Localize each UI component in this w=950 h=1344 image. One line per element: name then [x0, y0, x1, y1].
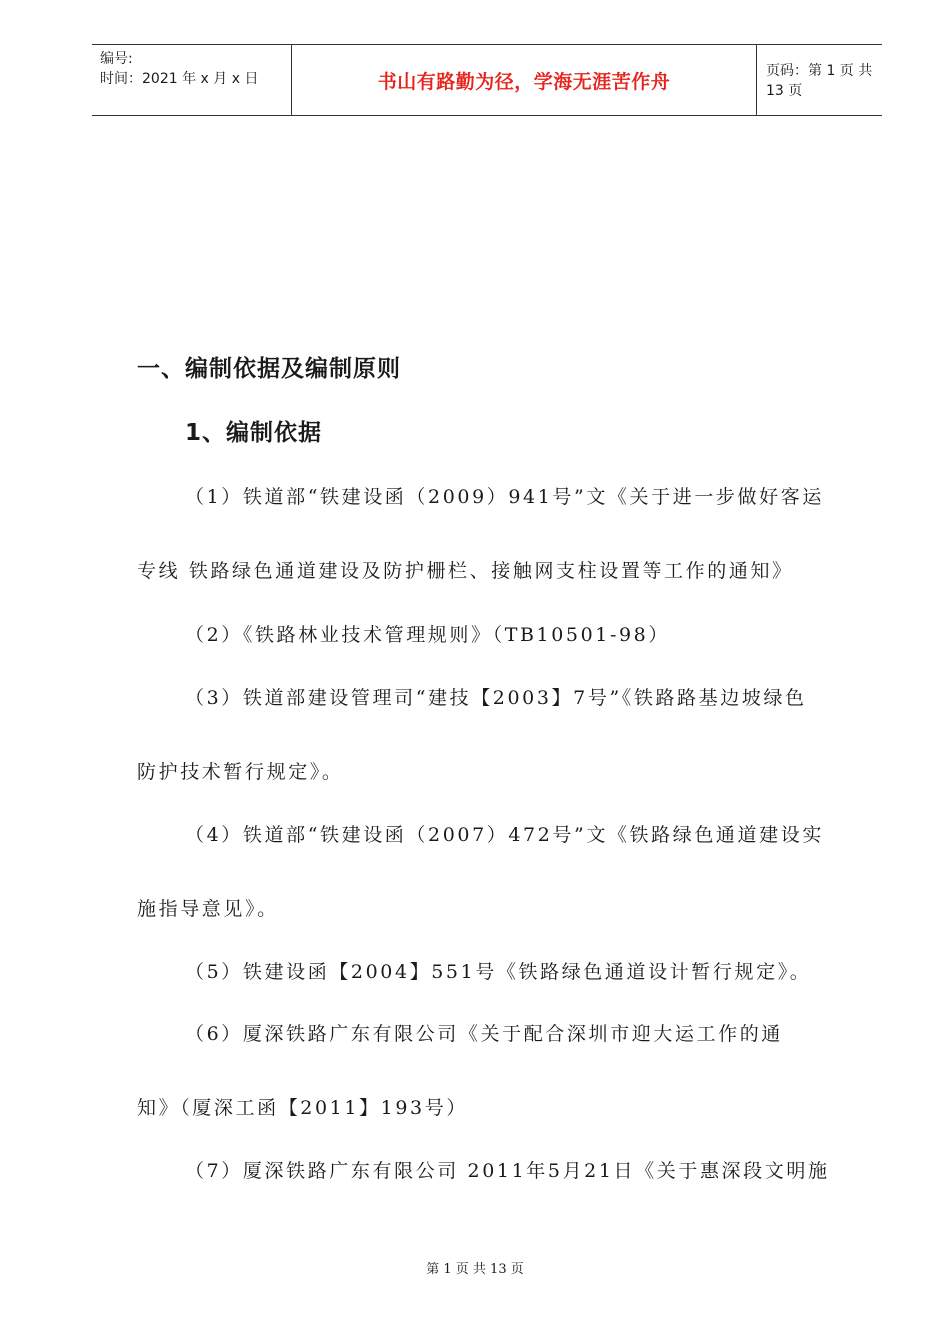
code-label: 编号: — [100, 51, 133, 67]
paragraph-line: 知》（厦深工函【2011】193号） — [137, 1097, 468, 1119]
paragraph-line: （6）厦深铁路广东有限公司《关于配合深圳市迎大运工作的通 — [185, 1023, 783, 1045]
section-title: 一、编制依据及编制原则 — [137, 356, 401, 382]
paragraph-line: （3）铁道部建设管理司“建技【2003】7号”《铁路路基边坡绿色 — [185, 687, 807, 709]
page-footer: 第 1 页 共 13 页 — [426, 1262, 524, 1277]
document-header — [92, 44, 882, 116]
paragraph-line: 施指导意见》。 — [137, 898, 279, 920]
paragraph-line: （1）铁道部“铁建设函（2009）941号”文《关于进一步做好客运 — [185, 486, 824, 508]
paragraph-line: （4）铁道部“铁建设函（2007）472号”文《铁路绿色通道建设实 — [185, 824, 824, 846]
header-motto: 书山有路勤为径，学海无涯苦作舟 — [292, 45, 757, 115]
paragraph-line: 专线 铁路绿色通道建设及防护栅栏、接触网支柱设置等工作的通知》 — [137, 560, 794, 582]
section-subtitle: 1、编制依据 — [185, 420, 323, 446]
header-page-info: 页码：第 1 页 共 13 页 — [766, 63, 873, 99]
time-label: 时间：2021 年 x 月 x 日 — [100, 71, 259, 87]
header-meta — [92, 45, 292, 115]
paragraph-line: （7）厦深铁路广东有限公司 2011年5月21日《关于惠深段文明施 — [185, 1160, 830, 1182]
paragraph-line: 防护技术暂行规定》。 — [137, 761, 344, 783]
paragraph-line: （5）铁建设函【2004】551号《铁路绿色通道设计暂行规定》。 — [185, 961, 812, 983]
paragraph-line: （2）《铁路林业技术管理规则》（TB10501-98） — [185, 624, 670, 646]
